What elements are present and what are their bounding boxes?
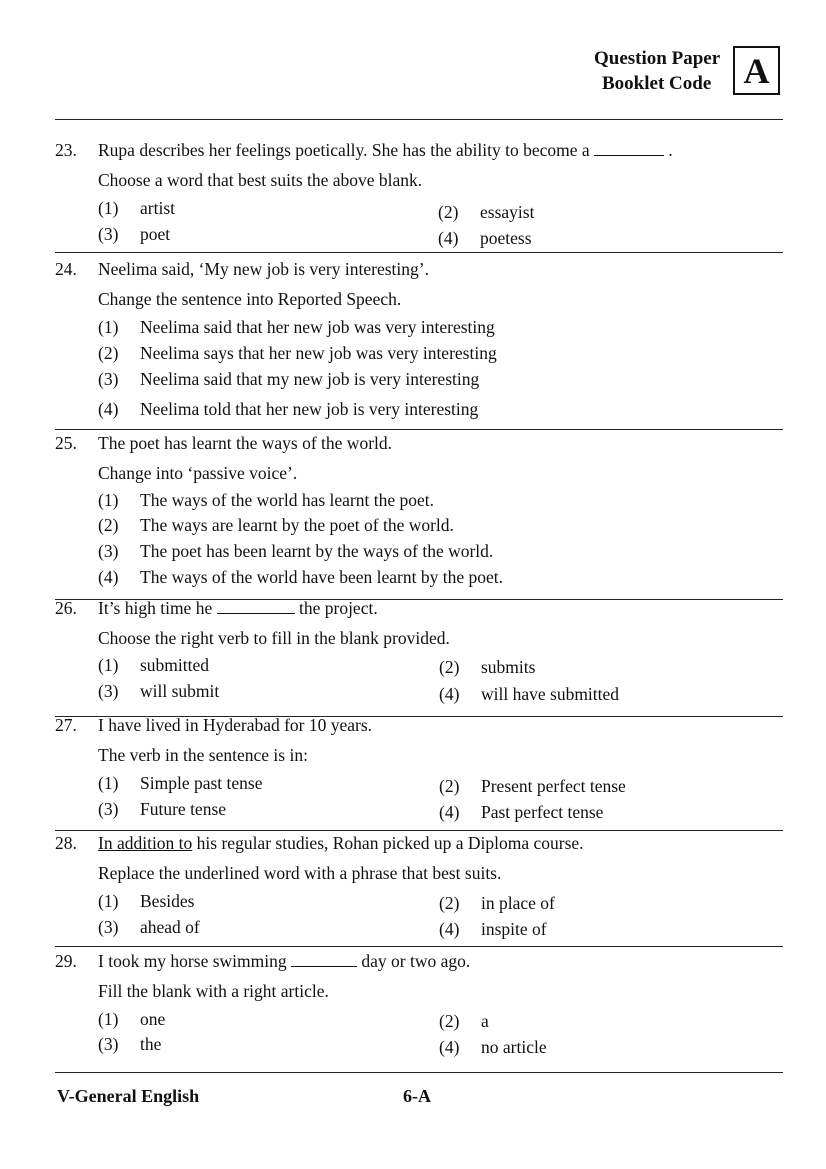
divider — [55, 946, 783, 947]
question-29 — [55, 951, 783, 1061]
question-number: 28. — [55, 833, 77, 853]
option-3: (3) Future tense — [98, 799, 227, 819]
subject-footer: V-General English — [57, 1086, 200, 1106]
question-stem: Rupa describes her feelings poetically. She has the ability to become a . — [98, 140, 673, 160]
option-3: (3) the — [98, 1034, 162, 1054]
option-2: (2) a — [439, 1011, 489, 1031]
question-24 — [55, 259, 783, 424]
option-4: (4) poetess — [438, 228, 532, 248]
option-2: (2) in place of — [439, 893, 555, 913]
question-26 — [55, 598, 783, 713]
question-stem: I took my horse swimming day or two ago. — [98, 951, 471, 971]
question-stem: It’s high time he the project. — [98, 598, 378, 618]
option-4: (4) will have submitted — [439, 684, 620, 704]
option-3: (3) Neelima said that my new job is very interesting — [98, 369, 480, 389]
divider — [55, 830, 783, 831]
option-1: (1) The ways of the world has learnt the poet. — [98, 490, 435, 510]
booklet-code-box: A — [733, 46, 780, 95]
option-1: (1) one — [98, 1009, 166, 1029]
option-4: (4) Neelima told that her new job is very interesting — [98, 399, 479, 419]
option-4: (4) inspite of — [439, 919, 547, 939]
question-number: 24. — [55, 259, 77, 279]
divider — [55, 1072, 783, 1073]
question-number: 25. — [55, 433, 77, 453]
option-1: (1) Neelima said that her new job was very interesting — [98, 317, 495, 337]
option-1: (1) Besides — [98, 891, 195, 911]
question-25 — [55, 433, 783, 593]
divider — [55, 119, 783, 120]
page-number: 6-A — [403, 1086, 431, 1106]
question-instruction: Choose a word that best suits the above blank. — [98, 170, 423, 190]
question-28 — [55, 833, 783, 943]
answer-blank — [217, 599, 295, 614]
option-2: (2) essayist — [438, 202, 535, 222]
question-number: 29. — [55, 951, 77, 971]
divider — [55, 429, 783, 430]
option-2: (2) Present perfect tense — [439, 776, 626, 796]
question-stem: The poet has learnt the ways of the world. — [98, 433, 393, 453]
divider — [55, 252, 783, 253]
option-1: (1) submitted — [98, 655, 210, 675]
question-instruction: Replace the underlined word with a phrase that best suits. — [98, 863, 502, 883]
answer-blank — [291, 952, 357, 967]
answer-blank — [594, 141, 664, 156]
question-23 — [55, 140, 783, 250]
option-4: (4) Past perfect tense — [439, 802, 604, 822]
question-instruction: Fill the blank with a right article. — [98, 981, 329, 1001]
question-stem: Neelima said, ‘My new job is very interesting’. — [98, 259, 429, 279]
question-instruction: Choose the right verb to fill in the blank provided. — [98, 628, 450, 648]
question-number: 27. — [55, 715, 77, 735]
option-3: (3) ahead of — [98, 917, 200, 937]
option-1: (1) Simple past tense — [98, 773, 263, 793]
option-3: (3) The poet has been learnt by the ways of the world. — [98, 541, 494, 561]
question-paper-label: Question Paper — [594, 48, 721, 69]
question-instruction: The verb in the sentence is in: — [98, 745, 308, 765]
option-2: (2) submits — [439, 657, 536, 677]
option-1: (1) artist — [98, 198, 175, 218]
option-2: (2) The ways are learnt by the poet of the world. — [98, 515, 454, 535]
question-stem: In addition to his regular studies, Rohan picked up a Diploma course. — [98, 833, 584, 853]
question-stem: I have lived in Hyderabad for 10 years. — [98, 715, 373, 735]
option-3: (3) poet — [98, 224, 171, 244]
option-2: (2) Neelima says that her new job was very interesting — [98, 343, 497, 363]
question-instruction: Change into ‘passive voice’. — [98, 463, 298, 483]
booklet-code-header — [592, 46, 782, 98]
question-number: 26. — [55, 598, 77, 618]
question-27 — [55, 715, 783, 825]
booklet-code-label: Booklet Code — [602, 73, 712, 94]
option-3: (3) will submit — [98, 681, 220, 701]
option-4: (4) no article — [439, 1037, 547, 1057]
question-instruction: Change the sentence into Reported Speech. — [98, 289, 402, 309]
question-number: 23. — [55, 140, 77, 160]
option-4: (4) The ways of the world have been learnt by the poet. — [98, 567, 503, 587]
underlined-phrase: In addition to — [98, 833, 193, 853]
